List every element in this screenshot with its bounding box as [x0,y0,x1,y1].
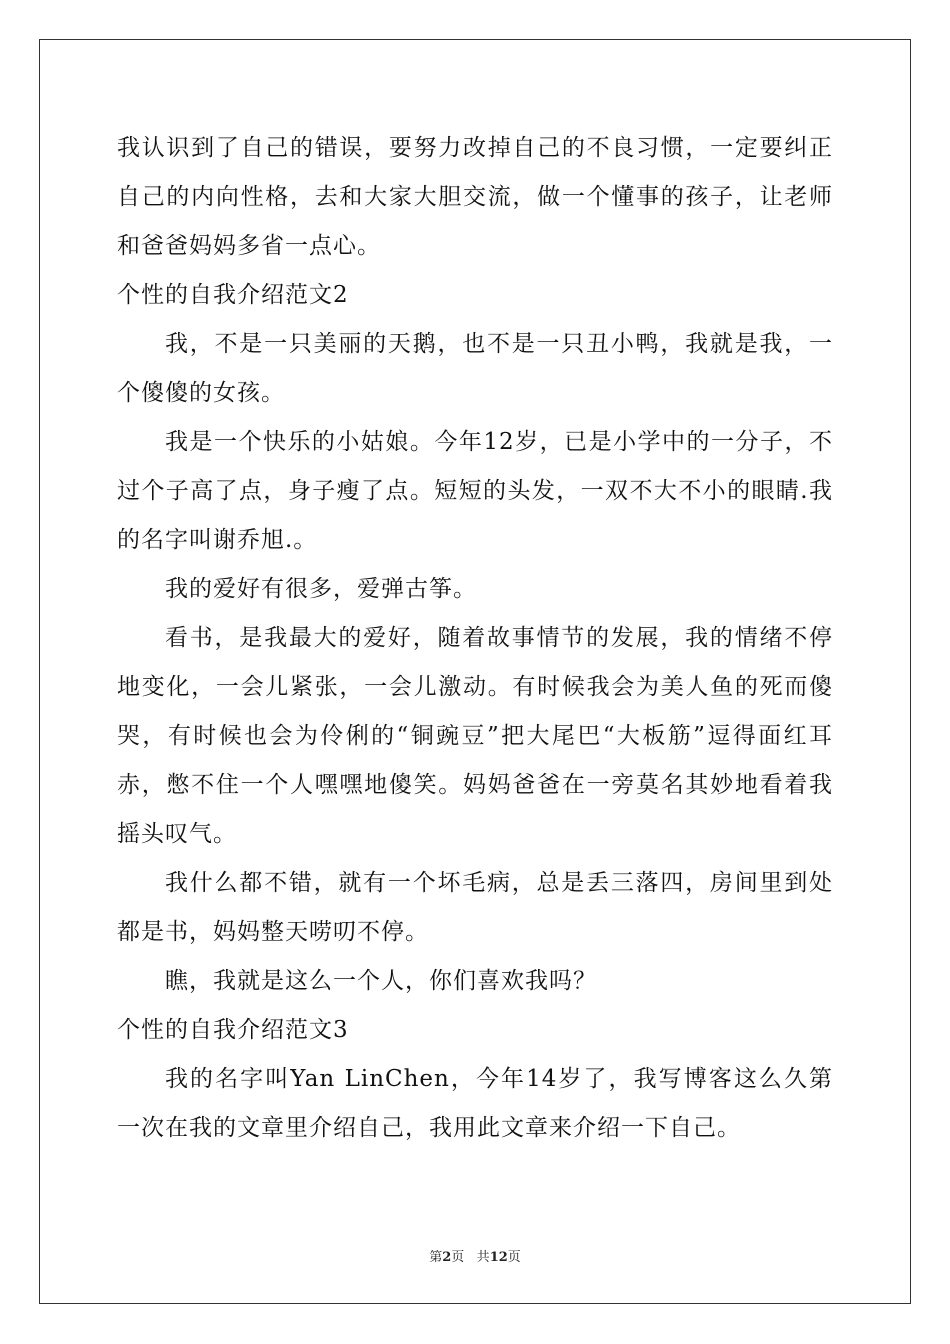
page-footer [0,1246,950,1265]
paragraph: 我认识到了自己的错误，要努力改掉自己的不良习惯，一定要纠正自己的内向性格，去和大家大胆交流，做一个懂事的孩子，让老师和爸爸妈妈多省一点心。 [117,135,833,259]
total-label-suffix: 页 [507,1250,521,1265]
document-body [117,124,833,1153]
paragraph: 我是一个快乐的小姑娘。今年12岁，已是小学中的一分子，不过个子高了点，身子瘦了点。短短的头发，一双不大不小的眼睛.我的名字叫谢乔旭.。 [117,429,833,553]
paragraph: 我的名字叫Yan LinChen，今年14岁了，我写博客这么久第一次在我的文章里介绍自己，我用此文章来介绍一下自己。 [117,1066,833,1141]
paragraph: 我的爱好有很多，爱弹古筝。 [165,576,477,602]
paragraph: 瞧，我就是这么一个人，你们喜欢我吗？ [165,968,597,994]
page-label-prefix: 第 [429,1250,443,1265]
total-label-prefix: 共 [476,1250,490,1265]
total-page-number: 12 [489,1250,508,1265]
paragraph: 我什么都不错，就有一个坏毛病，总是丢三落四，房间里到处都是书，妈妈整天唠叨不停。 [117,870,833,945]
paragraph: 看书，是我最大的爱好，随着故事情节的发展，我的情绪不停地变化，一会儿紧张，一会儿激动。有时候我会为美人鱼的死而傻哭，有时候也会为伶俐的“铜豌豆”把大尾巴“大板筋”逗得面红耳赤，憋不住一个人嘿嘿地傻笑。妈妈爸爸在一旁莫名其妙地看着我摇头叹气。 [117,625,833,847]
section-heading: 个性的自我介绍范文2 [117,282,349,308]
section-heading: 个性的自我介绍范文3 [117,1017,349,1043]
page-label-suffix: 页 [451,1250,465,1265]
paragraph: 我，不是一只美丽的天鹅，也不是一只丑小鸭，我就是我，一个傻傻的女孩。 [117,331,833,406]
current-page-number: 2 [442,1250,452,1265]
